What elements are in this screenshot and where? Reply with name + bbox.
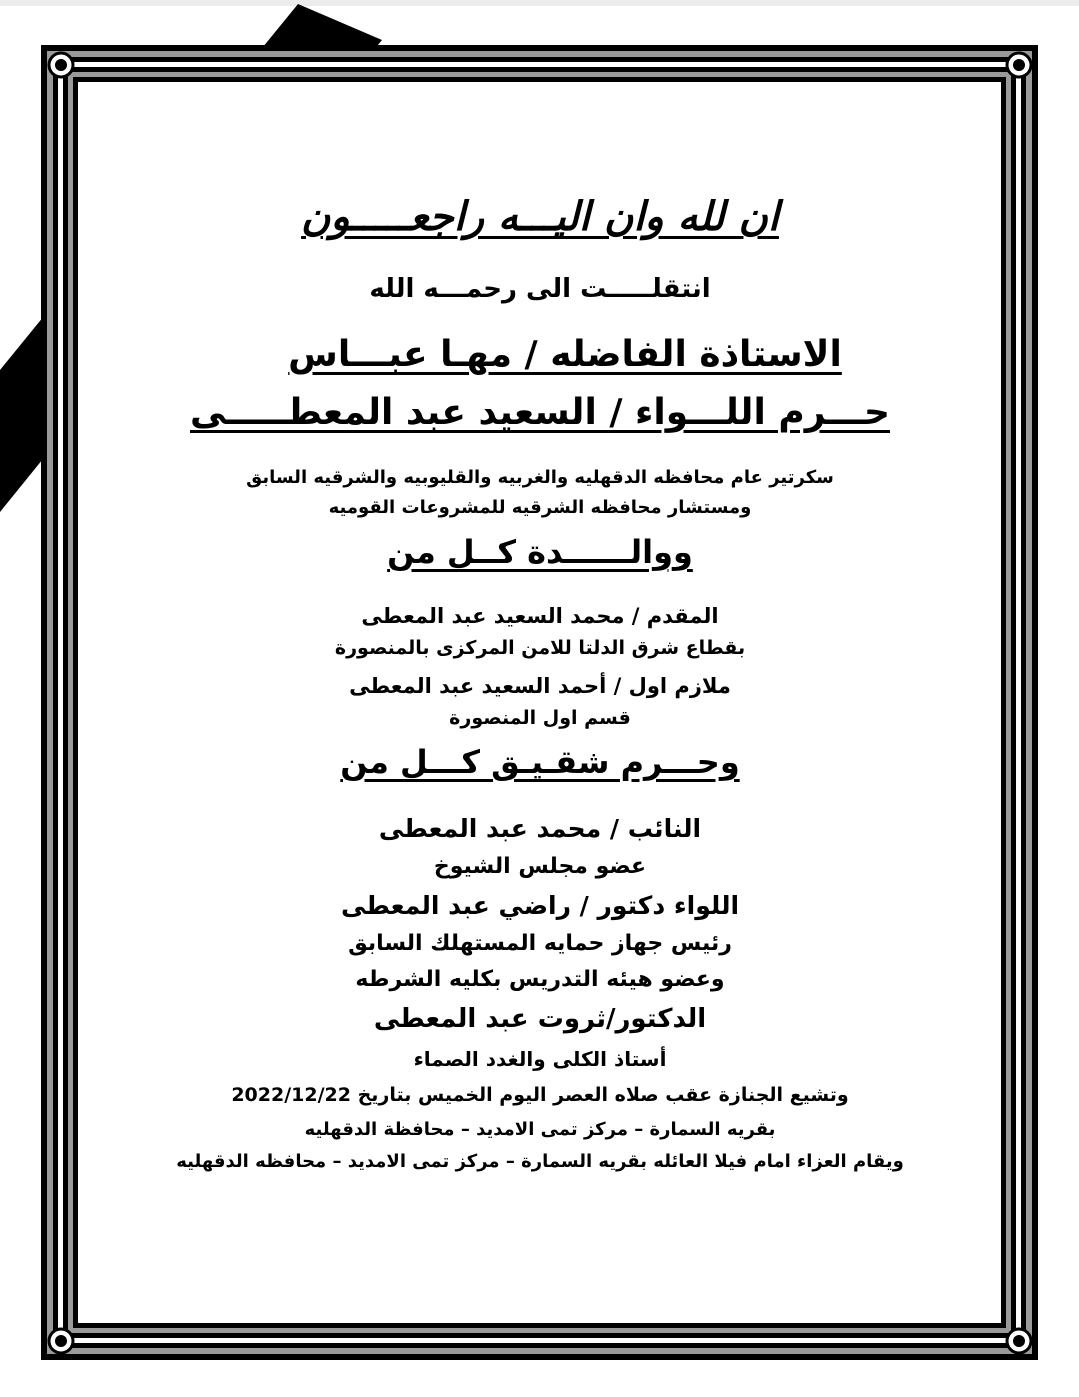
corner-circle-icon	[1007, 1329, 1031, 1353]
bro3-name: الدكتور/ثروت عبد المعطى	[373, 1004, 707, 1034]
funeral-line: وتشيع الجنازة عقب صلاه العصر اليوم الخميس بتاريخ 2022/12/22	[231, 1084, 849, 1106]
husband-title-2: ومستشار محافظه الشرقيه للمشروعات القوميه	[328, 497, 752, 518]
passed-away-line: انتقلـــــت الى رحمـــه الله	[369, 274, 711, 304]
husband-title-1: سكرتير عام محافظه الدقهليه والغربيه والقليوبيه والشرقيه السابق	[246, 467, 834, 488]
bro2-role-2: وعضو هيئه التدريس بكليه الشرطه	[355, 967, 725, 992]
corner-circle-icon	[1007, 53, 1031, 77]
bro2-name: اللواء دكتور / راضي عبد المعطى	[340, 891, 740, 920]
son1-name: المقدم / محمد السعيد عبد المعطى	[361, 604, 719, 628]
obituary-content	[80, 80, 1000, 1320]
bro3-role: أستاذ الكلى والغدد الصماء	[413, 1047, 667, 1071]
bro2-role-1: رئيس جهاز حمايه المستهلك السابق	[348, 931, 732, 956]
son1-role: بقطاع شرق الدلتا للامن المركزى بالمنصورة	[334, 637, 746, 659]
deceased-name: الاستاذة الفاضله / مهـا عبـــاس	[288, 334, 842, 375]
verse-heading: ان لله وان اليـــه راجعـــــون	[301, 194, 779, 240]
bro1-role: عضو مجلس الشيوخ	[433, 854, 647, 879]
bro1-name: النائب / محمد عبد المعطى	[378, 814, 702, 843]
corner-circle-icon	[49, 1329, 73, 1353]
sister-in-law-heading: وحـــرم شقـيـق كـــل من	[340, 743, 740, 781]
son2-name: ملازم اول / أحمد السعيد عبد المعطى	[349, 674, 731, 698]
funeral-place-line: بقريه السمارة – مركز تمى الامديد – محافظة الدقهليه	[304, 1119, 776, 1140]
corner-circle-icon	[49, 53, 73, 77]
son2-role: قسم اول المنصورة	[449, 707, 631, 729]
condolence-line: ويقام العزاء امام فيلا العائله بقريه السمارة – مركز تمى الامديد – محافظه الدقهليه	[176, 1151, 904, 1172]
wife-of-line: حـــرم اللـــواء / السعيد عبد المعطـــــى	[190, 392, 890, 433]
mother-of-heading: ووالــــــدة كــل من	[387, 533, 693, 571]
